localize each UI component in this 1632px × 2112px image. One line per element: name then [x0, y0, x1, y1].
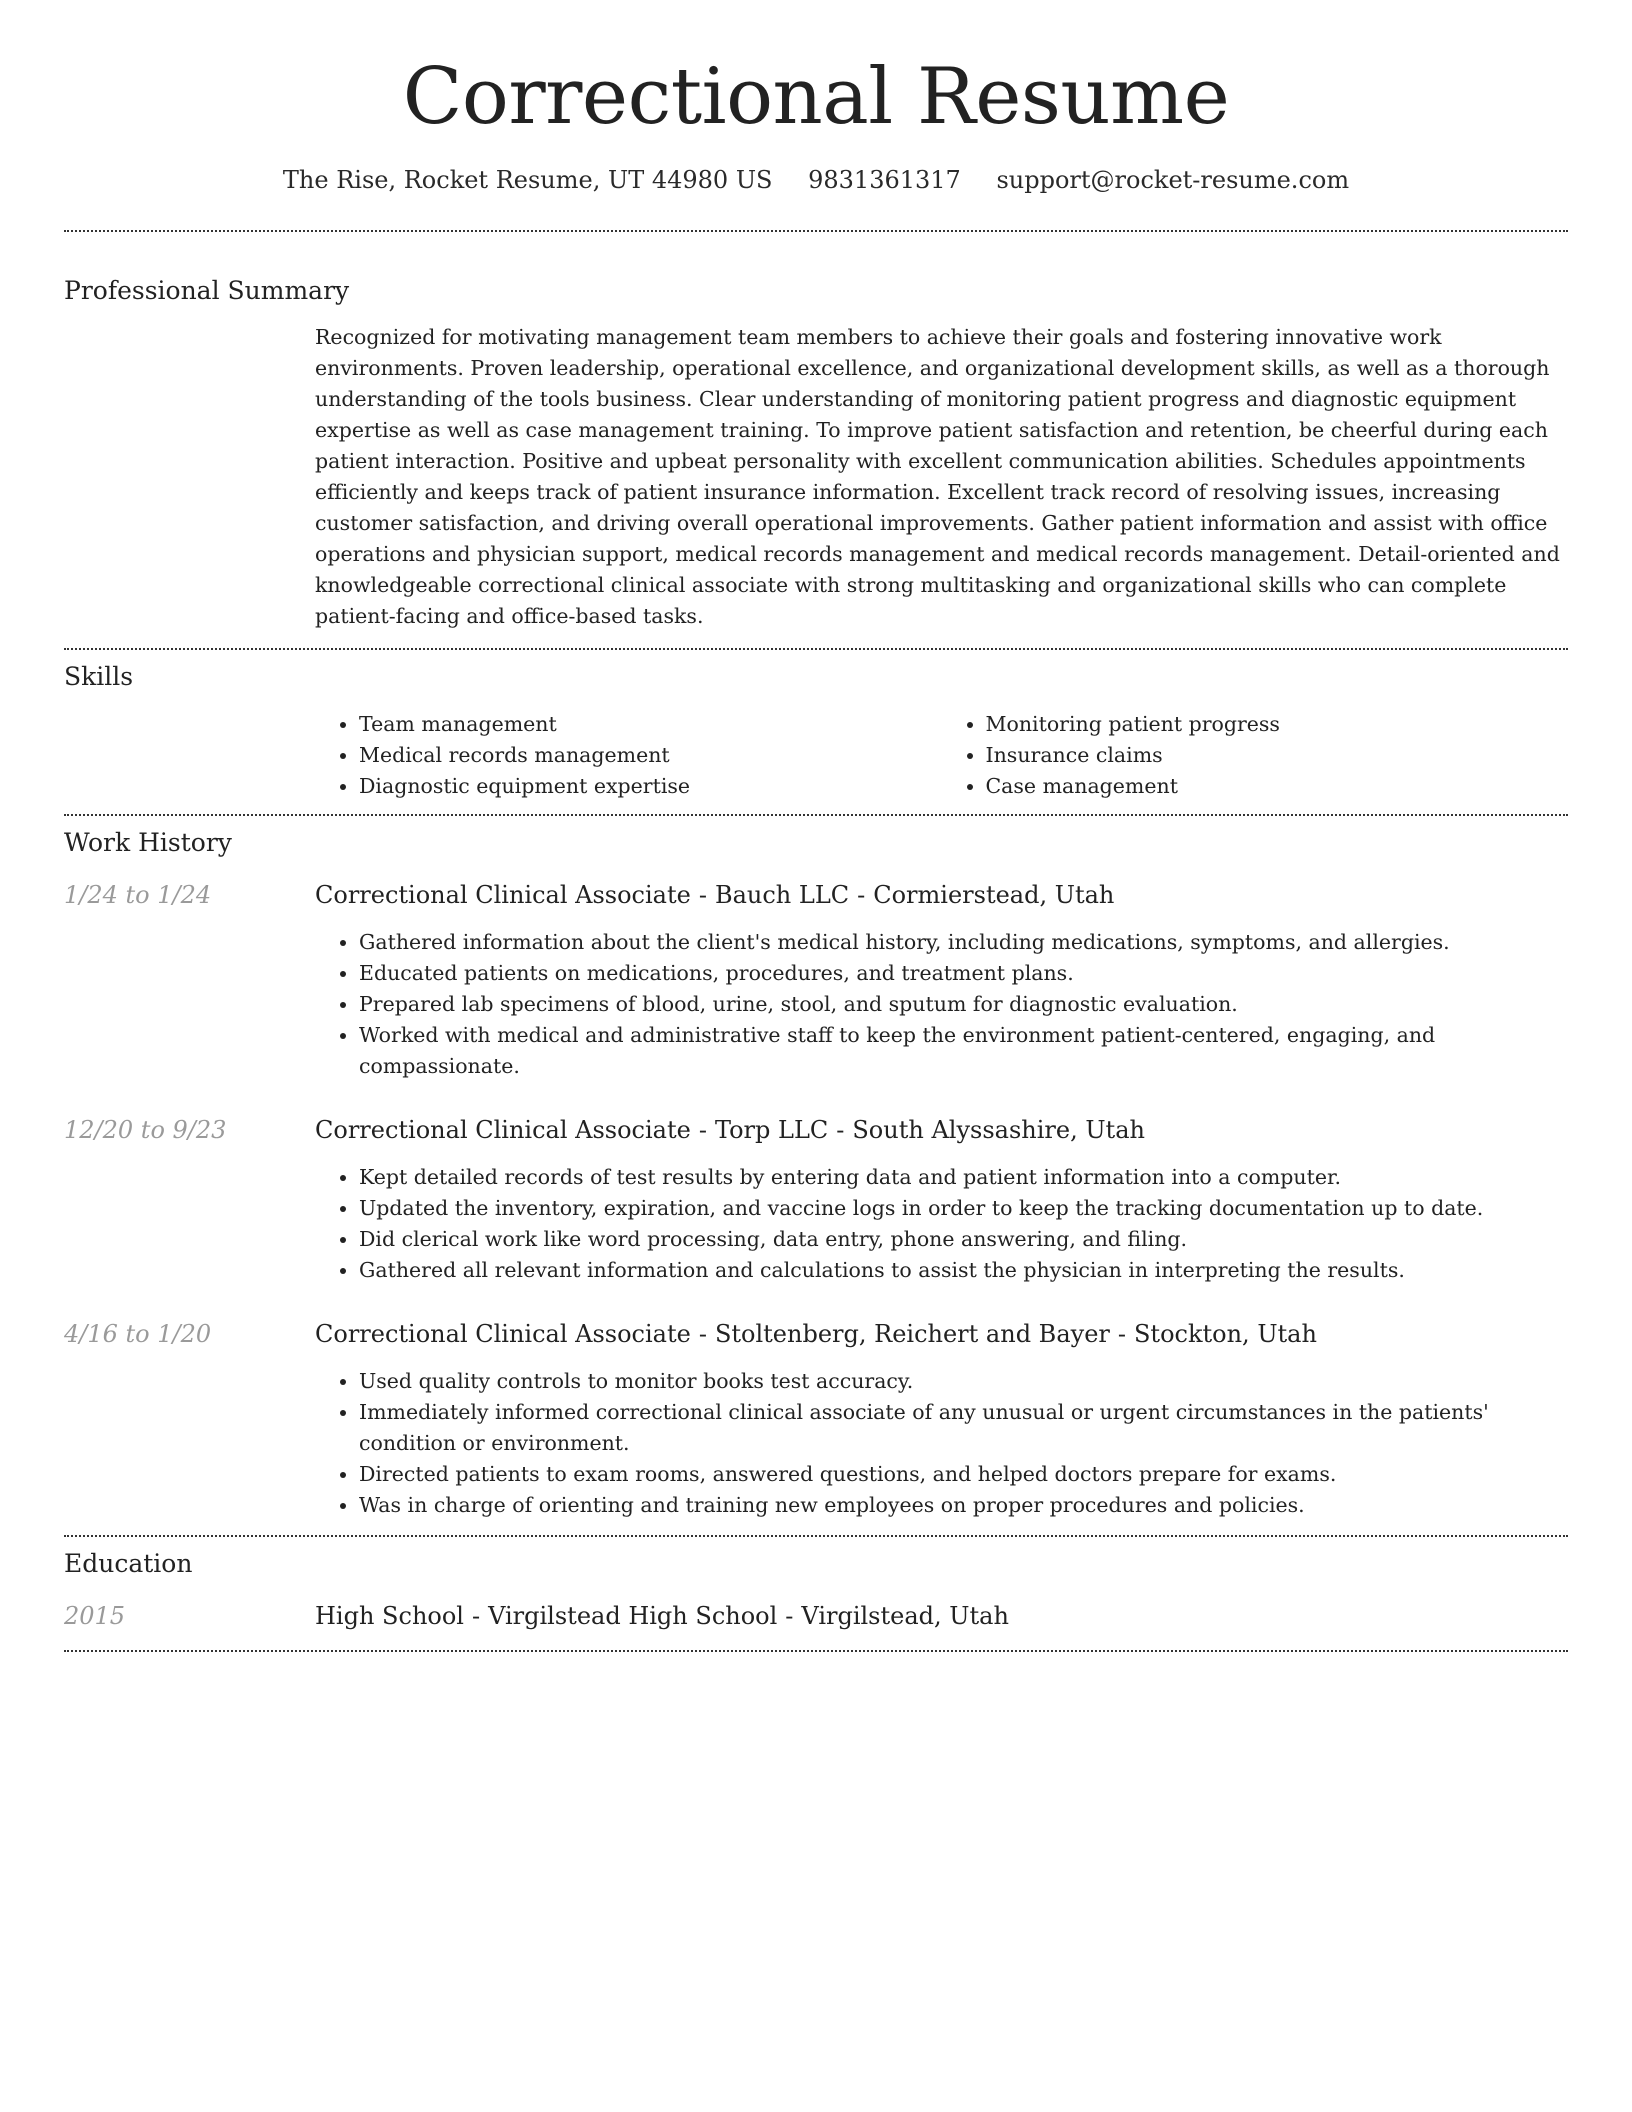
job-company: Torp LLC [714, 1116, 829, 1144]
job-entry [64, 1114, 1568, 1286]
section-divider [64, 1535, 1568, 1537]
job-title [315, 1318, 1568, 1350]
job-bullets [315, 927, 1568, 1082]
job-company: Stoltenberg, Reichert and Bayer [714, 1320, 1110, 1348]
section-divider [64, 230, 1568, 232]
job-bullet: • Educated patients on medications, procedures, and treatment plans. [359, 958, 1568, 989]
section-divider [64, 1650, 1568, 1652]
job-dates: 12/20 to 9/23 [64, 1116, 227, 1144]
job-bullet: • Directed patients to exam rooms, answered questions, and helped doctors prepare for exams. [359, 1459, 1568, 1490]
job-bullet: • Kept detailed records of test results by entering data and patient information into a computer. [359, 1162, 1568, 1193]
skills-list [315, 709, 1568, 802]
skill-item: • Medical records management [359, 740, 942, 771]
section-divider [64, 814, 1568, 816]
title-separator: - [698, 1116, 707, 1144]
job-bullet: • Immediately informed correctional clinical associate of any unusual or urgent circumstances in the patients' condition or environment. [359, 1397, 1568, 1459]
job-role: Correctional Clinical Associate [315, 1320, 691, 1348]
job-bullet: • Updated the inventory, expiration, and vaccine logs in order to keep the tracking documentation up to date. [359, 1193, 1568, 1224]
summary-text: Recognized for motivating management team members to achieve their goals and fostering innovative work environments. Proven leadership, operational excellence, and organizational development skills, as well as a thorough understanding of the tools business. Clear understanding of monitoring patient progress and diagnostic equipment expertise as well as case management training. To improve patient satisfaction and retention, be cheerful during each patient interaction. Positive and upbeat personality with excellent communication abilities. Schedules appointments efficiently and keeps track of patient insurance information. Excellent track record of resolving issues, increasing customer satisfaction, and driving overall operational improvements. Gather patient information and assist with office operations and physician support, medical records management and medical records management. Detail-oriented and knowledgeable correctional clinical associate with strong multitasking and organizational skills who can complete patient-facing and office-based tasks. [315, 325, 1560, 628]
skill-item: • Team management [359, 709, 942, 740]
skill-item: • Monitoring patient progress [986, 709, 1569, 740]
skill-item: • Case management [986, 771, 1569, 802]
job-bullets [315, 1366, 1568, 1521]
education-degree: High School [315, 1602, 464, 1630]
education-entry [64, 1600, 1568, 1632]
job-title [315, 879, 1568, 911]
job-company: Bauch LLC [714, 881, 850, 909]
resume-title: Correctional Resume [402, 52, 1230, 142]
job-bullets [315, 1162, 1568, 1286]
job-bullet: • Gathered information about the client's medical history, including medications, symptoms, and allergies. [359, 927, 1568, 958]
education-heading: Education [64, 1549, 193, 1578]
education-title [315, 1600, 1568, 1632]
education-location: Virgilstead, Utah [801, 1602, 1009, 1630]
job-entry [64, 1318, 1568, 1521]
job-location: South Alyssashire, Utah [852, 1116, 1145, 1144]
summary-heading: Professional Summary [64, 276, 350, 305]
job-location: Stockton, Utah [1133, 1320, 1317, 1348]
job-dates: 4/16 to 1/20 [64, 1320, 212, 1348]
job-bullet: • Did clerical work like word processing, data entry, phone answering, and filing. [359, 1224, 1568, 1255]
section-divider [64, 648, 1568, 650]
job-role: Correctional Clinical Associate [315, 881, 691, 909]
skills-column-left [315, 709, 942, 802]
job-bullet: • Worked with medical and administrative staff to keep the environment patient-centered, engaging, and compassionate. [359, 1020, 1568, 1082]
job-role: Correctional Clinical Associate [315, 1116, 691, 1144]
job-bullet: • Gathered all relevant information and calculations to assist the physician in interpreting the results. [359, 1255, 1568, 1286]
work-heading: Work History [64, 828, 232, 857]
title-separator: - [471, 1602, 481, 1630]
title-separator: - [698, 881, 707, 909]
title-separator: - [857, 881, 866, 909]
skills-column-right [942, 709, 1569, 802]
skill-item: • Insurance claims [986, 740, 1569, 771]
skills-heading: Skills [64, 662, 134, 691]
resume-page [64, 0, 1568, 1652]
job-title [315, 1114, 1568, 1146]
contact-phone: 9831361317 [808, 166, 961, 194]
education-school: Virgilstead High School [488, 1602, 778, 1630]
job-bullet: • Used quality controls to monitor books test accuracy. [359, 1366, 1568, 1397]
contact-line [64, 166, 1568, 194]
title-separator: - [1117, 1320, 1126, 1348]
skill-item: • Diagnostic equipment expertise [359, 771, 942, 802]
job-dates: 1/24 to 1/24 [64, 881, 212, 909]
job-bullet: • Was in charge of orienting and training new employees on proper procedures and policies. [359, 1490, 1568, 1521]
job-bullet: • Prepared lab specimens of blood, urine, stool, and sputum for diagnostic evaluation. [359, 989, 1568, 1020]
title-separator: - [785, 1602, 794, 1630]
summary-row [64, 322, 1568, 632]
title-separator: - [836, 1116, 845, 1144]
education-year: 2015 [64, 1602, 126, 1630]
title-separator: - [698, 1320, 707, 1348]
job-location: Cormierstead, Utah [873, 881, 1115, 909]
contact-email: support@rocket-resume.com [996, 166, 1350, 194]
skills-row [64, 709, 1568, 802]
job-entry [64, 879, 1568, 1082]
contact-address: The Rise, Rocket Resume, UT 44980 US [282, 166, 773, 194]
